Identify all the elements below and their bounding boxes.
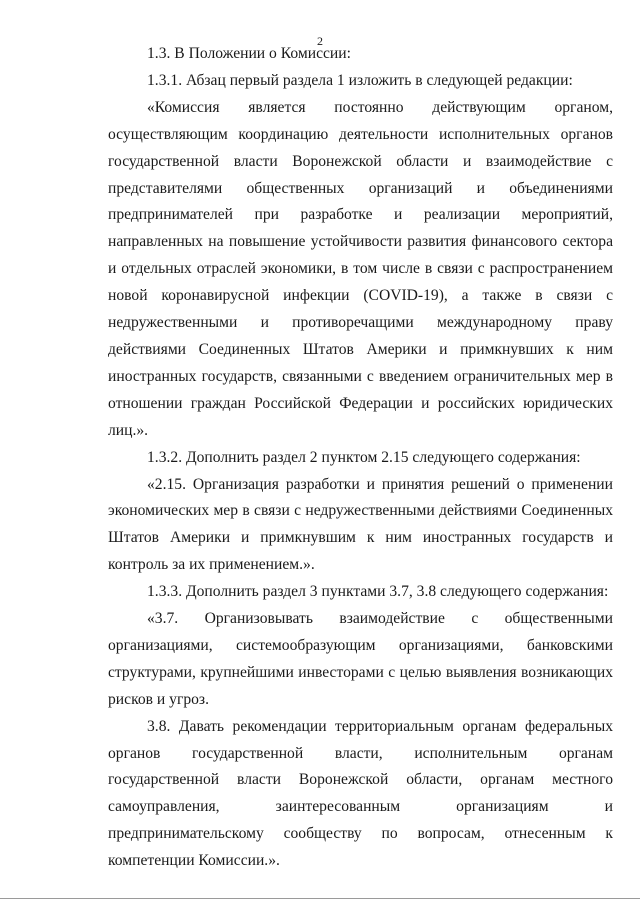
paragraph-item-3-7: «3.7. Организовывать взаимодействие с общественными организациями, системообразующим организациями, банковскими структурами, крупнейшими инвесторами с целью выявления возникающих рисков и угроз. [108,610,613,708]
paragraph-item-3-8: 3.8. Давать рекомендации территориальным органам федеральных органов государственной власти, исполнительным органам государственной власти Воронежской области, органам местного самоуправления, заинтересованным организациям и предпринимательскому сообществу по вопросам, отнесенным к компетенции Комиссии.». [108,717,613,870]
page-number: 2 [317,34,323,48]
paragraph-commission-definition: «Комиссия является постоянно действующим органом, осуществляющим координацию деятельности исполнительных органов государственной власти Воронежской области и взаимодействие с представителями общественных организаций и объединениями предпринимателей при разработке и реализации мероприятий, направленных на повышение устойчивости развития финансового сектора и отдельных отраслей экономики, в том числе в связи с распространением новой коронавирусной инфекции (COVID-19), а также в связи с недружественными и противоречащими международному праву действиями Соединенных Штатов Америки и примкнувших к ним иностранных государств, связанными с введением ограничительных мер в отношении граждан Российской Федерации и российских юридических лиц.». [108,98,613,439]
paragraph-section-1-3-2: 1.3.2. Дополнить раздел 2 пунктом 2.15 следующего содержания: [147,448,581,466]
document-body [108,41,613,875]
paragraph-section-1-3-1: 1.3.1. Абзац первый раздела 1 изложить в следующей редакции: [147,71,573,89]
paragraph-section-1-3-3: 1.3.3. Дополнить раздел 3 пунктами 3.7, 3.8 следующего содержания: [147,583,609,601]
scan-bottom-edge [0,898,640,899]
paragraph-section-1-3: 1.3. В Положении о Комиссии: [147,45,351,62]
paragraph-item-2-15: «2.15. Организация разработки и принятия решений о применении экономических мер в связи с недружественными действиями Соединенных Штатов Америки и примкнувшим к ним иностранных государств и контроль за их применением.». [108,475,613,574]
